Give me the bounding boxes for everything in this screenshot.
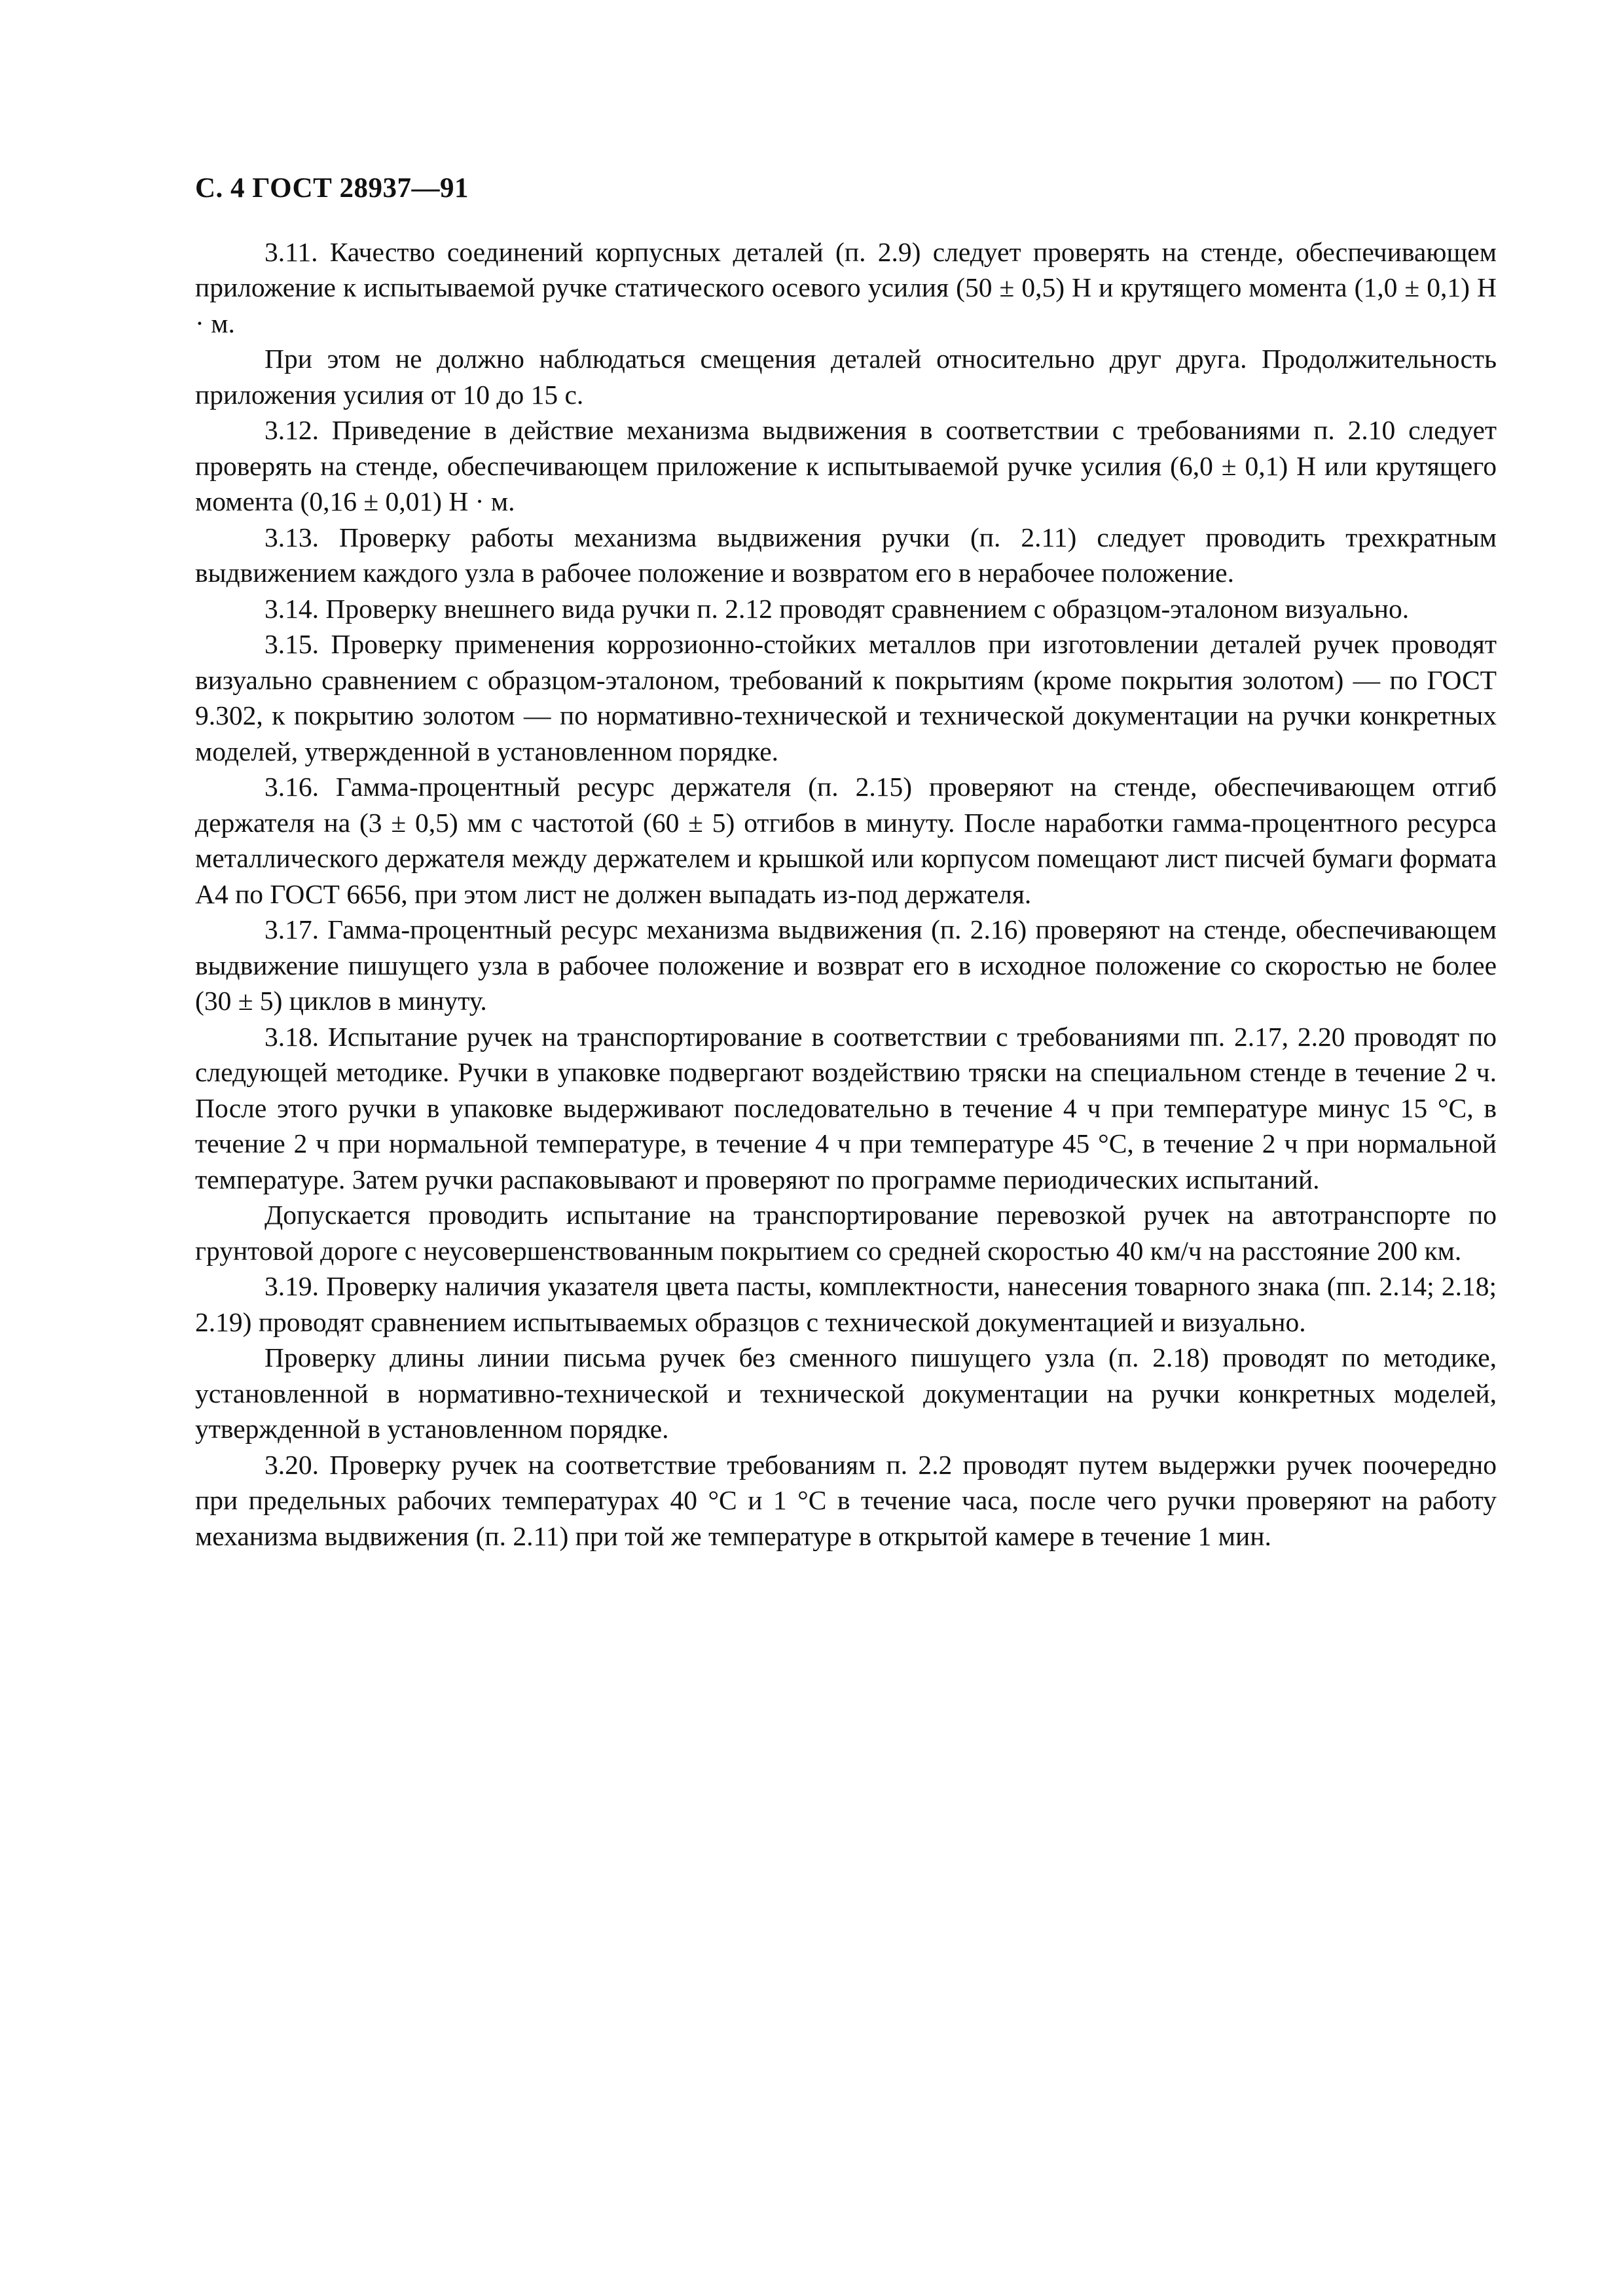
paragraph-3-18: 3.18. Испытание ручек на транспортирование в соответствии с требованиями пп. 2.17, 2.20 проводят по следующей методике. Ручки в упаковке подвергают воздействию тряски на специальном стенде в течение 2 ч. После этого ручки в упаковке выдерживают последовательно в течение 4 ч при температуре минус 15 °С, в течение 2 ч при нормальной температуре, в течение 4 ч при температуре 45 °С, в течение 2 ч при нормальной температуре. Затем ручки распаковывают и проверяют по программе периодических испытаний.: [195, 1021, 1497, 1194]
paragraph-3-20: 3.20. Проверку ручек на соответствие требованиям п. 2.2 проводят путем выдержки ручек поочередно при предельных рабочих температурах 40 °С и 1 °С в течение часа, после чего ручки проверяют на работу механизма выдвижения (п. 2.11) при той же температуре в открытой камере в течение 1 мин.: [195, 1449, 1497, 1551]
document-page: [195, 171, 1497, 1554]
paragraph-3-14: 3.14. Проверку внешнего вида ручки п. 2.12 проводят сравнением с образцом-эталоном визуально.: [264, 593, 1410, 624]
paragraph-3-19: 3.19. Проверку наличия указателя цвета пасты, комплектности, нанесения товарного знака (пп. 2.14; 2.18; 2.19) проводят сравнением испытываемых образцов с технической документацией и визуально.: [195, 1271, 1497, 1337]
page-header: С. 4 ГОСТ 28937—91: [195, 173, 469, 204]
paragraph-3-17: 3.17. Гамма-процентный ресурс механизма выдвижения (п. 2.16) проверяют на стенде, обеспечивающем выдвижение пишущего узла в рабочее положение и возврат его в исходное положение со скоростью не более (30 ± 5) циклов в минуту.: [195, 914, 1497, 1016]
paragraph-3-13: 3.13. Проверку работы механизма выдвижения ручки (п. 2.11) следует проводить трехкратным выдвижением каждого узла в рабочее положение и возвратом его в нерабочее положение.: [195, 522, 1497, 588]
document-body: [195, 234, 1497, 1554]
paragraph-3-19-note: Проверку длины линии письма ручек без сменного пишущего узла (п. 2.18) проводят по методике, установленной в нормативно-технической и технической документации на ручки конкретных моделей, утвержденной в установленном порядке.: [195, 1342, 1497, 1444]
paragraph-3-15: 3.15. Проверку применения коррозионно-стойких металлов при изготовлении деталей ручек проводят визуально сравнением с образцом-эталоном, требований к покрытиям (кроме покрытия золотом) — по ГОСТ 9.302, к покрытию золотом — по нормативно-технической и технической документации на ручки конкретных моделей, утвержденной в установленном порядке.: [195, 629, 1497, 766]
paragraph-3-16: 3.16. Гамма-процентный ресурс держателя (п. 2.15) проверяют на стенде, обеспечивающем отгиб держателя на (3 ± 0,5) мм с частотой (60 ± 5) отгибов в минуту. После наработки гамма-процентного ресурса металлического держателя между держателем и крышкой или корпусом помещают лист писчей бумаги формата А4 по ГОСТ 6656, при этом лист не должен выпадать из-под держателя.: [195, 772, 1497, 909]
paragraph-3-11: 3.11. Качество соединений корпусных деталей (п. 2.9) следует проверять на стенде, обеспечивающем приложение к испытываемой ручке статического осевого усилия (50 ± 0,5) Н и крутящего момента (1,0 ± 0,1) Н · м.: [195, 236, 1497, 338]
paragraph-3-12: 3.12. Приведение в действие механизма выдвижения в соответствии с требованиями п. 2.10 следует проверять на стенде, обеспечивающем приложение к испытываемой ручке усилия (6,0 ± 0,1) Н или крутящего момента (0,16 ± 0,01) Н · м.: [195, 415, 1497, 517]
paragraph-3-18-note: Допускается проводить испытание на транспортирование перевозкой ручек на автотранспорте по грунтовой дороге с неусовершенствованным покрытием со средней скоростью 40 км/ч на расстояние 200 км.: [195, 1200, 1497, 1266]
paragraph-3-11-note: При этом не должно наблюдаться смещения деталей относительно друг друга. Продолжительность приложения усилия от 10 до 15 с.: [195, 344, 1497, 410]
